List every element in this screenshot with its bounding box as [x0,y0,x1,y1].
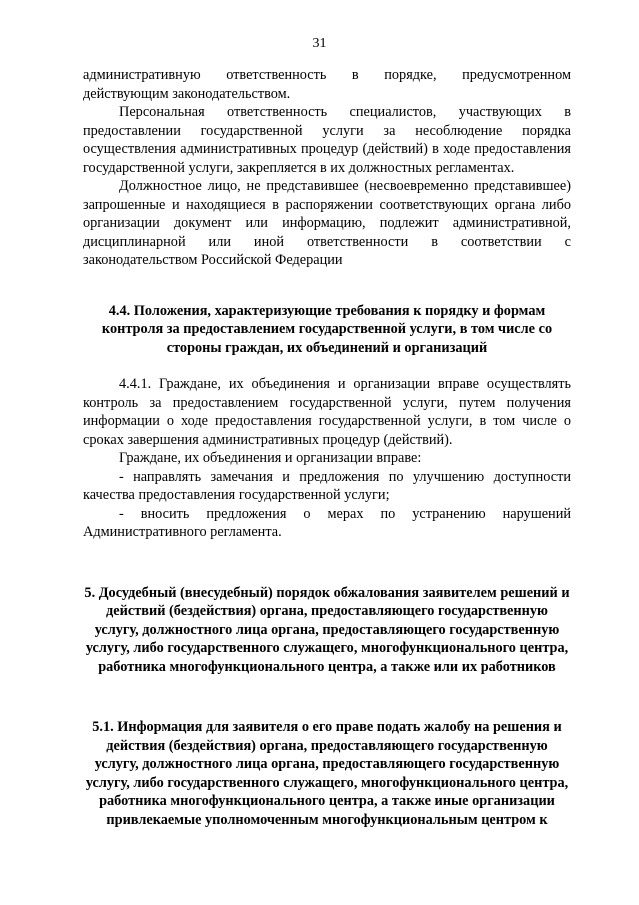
list-item-remarks: - направлять замечания и предложения по улучшению доступности качества предоставления государственной услуги; [83,468,571,503]
paragraph-official-responsibility: Должностное лицо, не представившее (несвоевременно представившее) запрошенные и находящиеся в распоряжении соответствующих органа либо организации документ или информацию, подлежит административной, дисциплинарной или иной ответственности в соответствии с законодательством Российской Федерации [83,178,571,268]
document-body [83,66,571,829]
paragraph-responsibility-continuation: административную ответственность в порядке, предусмотренном действующим законодательством. [83,67,571,102]
paragraph-4-4-1: 4.4.1. Граждане, их объединения и организации вправе осуществлять контроль за предоставлением государственной услуги, путем получения информации о ходе предоставления государственной услуги, в том числе о сроках завершения административных процедур (действий). [83,376,571,448]
paragraph-citizen-rights: Граждане, их объединения и организации вправе: [119,450,422,466]
list-item-proposals: - вносить предложения о мерах по устранению нарушений Административного регламента. [83,505,571,540]
page-number: 31 [312,36,327,51]
section-heading-4-4: 4.4. Положения, характеризующие требования к порядку и формам контроля за предоставлением государственной услуги, в том числе со стороны граждан, их объединений и организаций [101,302,553,356]
section-heading-5-1: 5.1. Информация для заявителя о его праве подать жалобу на решения и действия (бездействия) органа, предоставляющего государственную услугу, должностного лица органа, предоставляющего государственную услугу, либо государственного служащего, многофункционального центра, работника многофункционального центра, а также иные организации привлекаемые уполномоченным многофункциональным центром к [85,719,569,828]
section-heading-5: 5. Досудебный (внесудебный) порядок обжалования заявителем решений и действий (бездействия) органа, предоставляющего государственную услугу, должностного лица органа, предоставляющего государственную услугу, либо государственного служащего, многофункционального центра, работника многофункционального центра, а также или их работников [84,584,570,675]
paragraph-personal-responsibility: Персональная ответственность специалистов, участвующих в предоставлении государственной услуги за несоблюдение порядка осуществления административных процедур (действий) в ходе предоставления государственной услуги, закрепляется в их должностных регламентах. [83,104,571,176]
